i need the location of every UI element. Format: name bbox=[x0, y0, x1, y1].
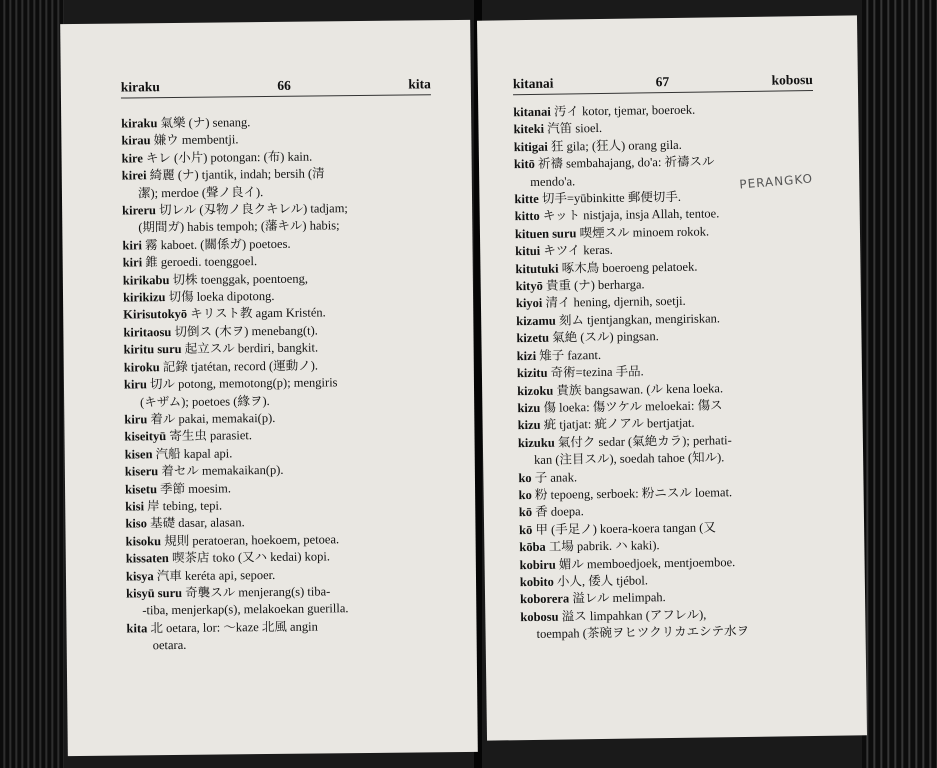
right-page-number: 67 bbox=[655, 74, 670, 90]
entry-headword: kiru bbox=[123, 377, 147, 392]
entry-headword: kitto bbox=[514, 209, 540, 224]
entry-definition: キレ (小片) potongan: (布) kain. bbox=[142, 149, 313, 166]
entry-headword: kiyoi bbox=[515, 296, 543, 311]
entry-definition: 規則 peratoeran, hoekoem, petoea. bbox=[160, 532, 340, 548]
entry-definition: 香 doepa. bbox=[531, 504, 584, 520]
entry-definition: 錐 geroedi. toenggoel. bbox=[142, 254, 258, 270]
entry-definition: 切ル potong, memotong(p); mengiris bbox=[146, 375, 338, 392]
entry-headword: kissaten bbox=[125, 551, 169, 566]
entry-definition: 奇襲スル menjerang(s) tiba- bbox=[182, 584, 331, 600]
entry-definition: 傷 loeka: 傷ツケル meloekai: 傷ス bbox=[540, 398, 723, 415]
entry-definition: 甲 (手足ノ) koera-koera tangan (又 bbox=[532, 520, 717, 537]
entry-definition: 啄木鳥 boeroeng pelatoek. bbox=[558, 259, 698, 276]
entry-definition: 小人, 倭人 tjébol. bbox=[553, 573, 649, 589]
right-page-header bbox=[513, 72, 813, 95]
entry-definition: 喫茶店 toko (又ハ kedai) kopi. bbox=[168, 549, 331, 566]
entry-definition: 切傷 loeka dipotong. bbox=[165, 289, 275, 305]
entry-definition: 刻ム tjentjangkan, mengiriskan. bbox=[555, 311, 721, 328]
entry-headword: koborera bbox=[519, 591, 570, 607]
entry-definition: 綺麗 (ナ) tjantik, indah; bersih (清 bbox=[146, 166, 325, 183]
entry-definition: 清イ hening, djernih, soetji. bbox=[542, 294, 686, 311]
entry-definition: 岸 tebing, tepi. bbox=[143, 498, 223, 514]
entry-definition: mendo'a. bbox=[530, 173, 576, 189]
entry-definition: 奇術=tezina 手品. bbox=[547, 364, 644, 380]
book-edge-left bbox=[0, 0, 64, 768]
entry-definition: 汽笛 sioel. bbox=[543, 121, 603, 137]
entry-definition: 貴重 (ナ) berharga. bbox=[542, 277, 645, 293]
entry-headword: kizi bbox=[516, 348, 537, 363]
entry-headword: kiri bbox=[122, 255, 143, 270]
entry-headword: kisoku bbox=[125, 533, 162, 549]
left-page-number: 66 bbox=[277, 77, 291, 93]
entry-definition: 媚ル memboedjoek, mentjoemboe. bbox=[555, 554, 736, 572]
entry-headword: kirei bbox=[121, 168, 147, 183]
right-page bbox=[477, 15, 867, 740]
entry-headword: kisyū suru bbox=[126, 585, 183, 601]
entry-headword: kiritu suru bbox=[123, 342, 182, 357]
entry-definition: 雉子 fazant. bbox=[536, 347, 602, 363]
entry-definition: kan (注目スル), soedah tahoe (知ル). bbox=[534, 450, 725, 468]
entry-definition: 起立スル berdiri, bangkit. bbox=[181, 340, 319, 357]
entry-headword: kiraku bbox=[121, 116, 158, 131]
entry-headword: kobito bbox=[519, 574, 554, 590]
entry-definition: 汽車 keréta api, sepoer. bbox=[153, 567, 276, 583]
entry-headword: kizitu bbox=[516, 365, 548, 381]
entry-headword: kobiru bbox=[519, 557, 556, 572]
entry-definition: 子 anak. bbox=[531, 469, 578, 485]
entry-definition: 切手=yūbinkitte 郵便切手. bbox=[538, 189, 682, 206]
entry-headword: kiritaosu bbox=[123, 324, 172, 340]
entry-definition: 着ル pakai, memakai(p). bbox=[147, 410, 276, 427]
entry-definition: 切レル (刄物ノ良クキレル) tadjam; bbox=[155, 201, 348, 218]
entry-headword: kityō bbox=[515, 278, 543, 294]
entry-definition: 汽船 kapal api. bbox=[152, 446, 233, 461]
entry-definition: 粉 tepoeng, serboek: 粉ニスル loemat. bbox=[531, 485, 733, 502]
entry-definition: 工場 pabrik. ハ kaki). bbox=[545, 538, 660, 554]
entry-headword: kizu bbox=[517, 400, 541, 416]
entry-definition: 溢ス limpahkan (アフレル), bbox=[558, 607, 707, 624]
entry-headword: kitanai bbox=[513, 104, 551, 120]
entry-definition: 喫煙スル minoem rokok. bbox=[576, 224, 710, 241]
entry-headword: kiseityū bbox=[124, 429, 167, 444]
entry-headword: kitte bbox=[514, 191, 539, 207]
right-guide-word-first: kitanai bbox=[512, 75, 554, 92]
entry-definition: キット nistjaja, insja Allah, tentoe. bbox=[539, 206, 720, 224]
entry-definition: 季節 moesim. bbox=[156, 480, 232, 496]
entry-headword: ko bbox=[518, 487, 532, 503]
entry-definition: 汚イ kotor, tjemar, boeroek. bbox=[550, 102, 696, 119]
entry-definition: 霧 kaboet. (關係ガ) poetoes. bbox=[141, 236, 291, 253]
handwritten-note: PERANGKO bbox=[738, 171, 814, 192]
entry-definition: 氣絶 (スル) pingsan. bbox=[548, 329, 659, 345]
right-guide-word-last: kobosu bbox=[771, 72, 813, 88]
entry-headword: kirikizu bbox=[122, 290, 166, 305]
entry-definition: 氣樂 (ナ) senang. bbox=[157, 115, 251, 131]
entry-definition: 基礎 dasar, alasan. bbox=[146, 515, 245, 531]
entry-definition: 祈禱 sembahajang, do'a: 祈禱スル bbox=[534, 154, 715, 172]
entry-headword: kō bbox=[518, 505, 533, 520]
entry-definition: 着セル memakaikan(p). bbox=[158, 462, 284, 479]
entry-headword: kiru bbox=[124, 412, 148, 427]
entry-headword: kitui bbox=[515, 244, 541, 259]
entry-headword: kōba bbox=[519, 539, 546, 555]
left-guide-word-first: kiraku bbox=[120, 79, 160, 95]
entry-headword: kiri bbox=[122, 238, 143, 253]
entry-definition: 記錄 tjatétan, record (運動ノ). bbox=[159, 358, 319, 374]
entry-definition: 氣付ク sedar (氣絶カラ); perhati- bbox=[554, 432, 732, 450]
entry-headword: kitutuki bbox=[515, 261, 559, 276]
book-edge-right bbox=[862, 0, 937, 768]
entry-definition: -tiba, menjerkap(s), melakoekan guerilla. bbox=[142, 601, 349, 618]
entry-headword: kitō bbox=[513, 157, 535, 172]
entry-headword: kiteki bbox=[513, 122, 545, 137]
entry-definition: 北 oetara, lor: ～kaze 北風 angin bbox=[147, 619, 318, 636]
entry-definition: 狂 gila; (狂人) orang gila. bbox=[547, 137, 682, 154]
entry-headword: kituen suru bbox=[514, 226, 577, 242]
entry-headword: kizamu bbox=[516, 313, 556, 329]
entry-headword: kisi bbox=[125, 499, 145, 514]
entry-definition: toempah (茶碗ヲヒツクリカエシテ水ヲ bbox=[536, 624, 750, 642]
entry-headword: kizoku bbox=[517, 383, 554, 398]
entry-definition: 寄生虫 parasiet. bbox=[166, 428, 253, 444]
entry-definition: 嫌ウ membentji. bbox=[150, 132, 239, 148]
entry-definition: 疵 tjatjat: 疵ノアル bertjatjat. bbox=[540, 416, 695, 433]
entry-headword: kire bbox=[121, 151, 143, 166]
entry-definition: 貴族 bangsawan. (ル kena loeka. bbox=[553, 380, 724, 398]
entry-definition: oetara. bbox=[152, 638, 187, 653]
entry-headword: kirikabu bbox=[122, 272, 170, 288]
entry-headword: ko bbox=[518, 470, 532, 485]
entry-definition: (期間ガ) habis tempoh; (藩キル) habis; bbox=[138, 218, 340, 235]
entry-headword: kireru bbox=[122, 203, 157, 218]
left-page bbox=[60, 20, 478, 756]
left-guide-word-last: kita bbox=[408, 76, 431, 92]
entry-headword: kiso bbox=[125, 516, 148, 531]
entry-headword: kisetu bbox=[124, 481, 158, 497]
dictionary-entry bbox=[520, 622, 855, 644]
entry-definition: (キザム); poetoes (緣ヲ). bbox=[140, 393, 270, 409]
entry-headword: kirau bbox=[121, 133, 151, 148]
entry-definition: 切株 toenggak, poentoeng, bbox=[169, 271, 309, 287]
entry-headword: kiseru bbox=[124, 464, 159, 479]
dictionary-entry bbox=[127, 634, 457, 655]
left-page-header bbox=[121, 76, 431, 98]
entry-headword: kiroku bbox=[123, 359, 160, 375]
entry-headword: kisya bbox=[125, 568, 154, 584]
entry-headword: kizuku bbox=[517, 435, 555, 450]
entry-definition: キツイ keras. bbox=[540, 243, 613, 259]
entry-definition: 切倒ス (木ヲ) menebang(t). bbox=[171, 323, 318, 339]
entry-headword: kizetu bbox=[516, 330, 550, 346]
left-entry-list bbox=[121, 112, 457, 655]
entry-headword: kizu bbox=[517, 418, 541, 433]
entry-definition: 潔); merdoe (聲ノ良イ). bbox=[137, 184, 264, 200]
entry-headword: kobosu bbox=[520, 609, 559, 624]
entry-headword: Kirisutokyō bbox=[123, 307, 188, 322]
entry-headword: kisen bbox=[124, 446, 153, 462]
entry-definition: 溢レル melimpah. bbox=[569, 590, 666, 606]
entry-definition: キリスト教 agam Kristén. bbox=[187, 305, 326, 322]
entry-headword: kita bbox=[126, 621, 148, 636]
entry-headword: kitigai bbox=[513, 139, 548, 154]
entry-headword: kō bbox=[519, 522, 533, 537]
